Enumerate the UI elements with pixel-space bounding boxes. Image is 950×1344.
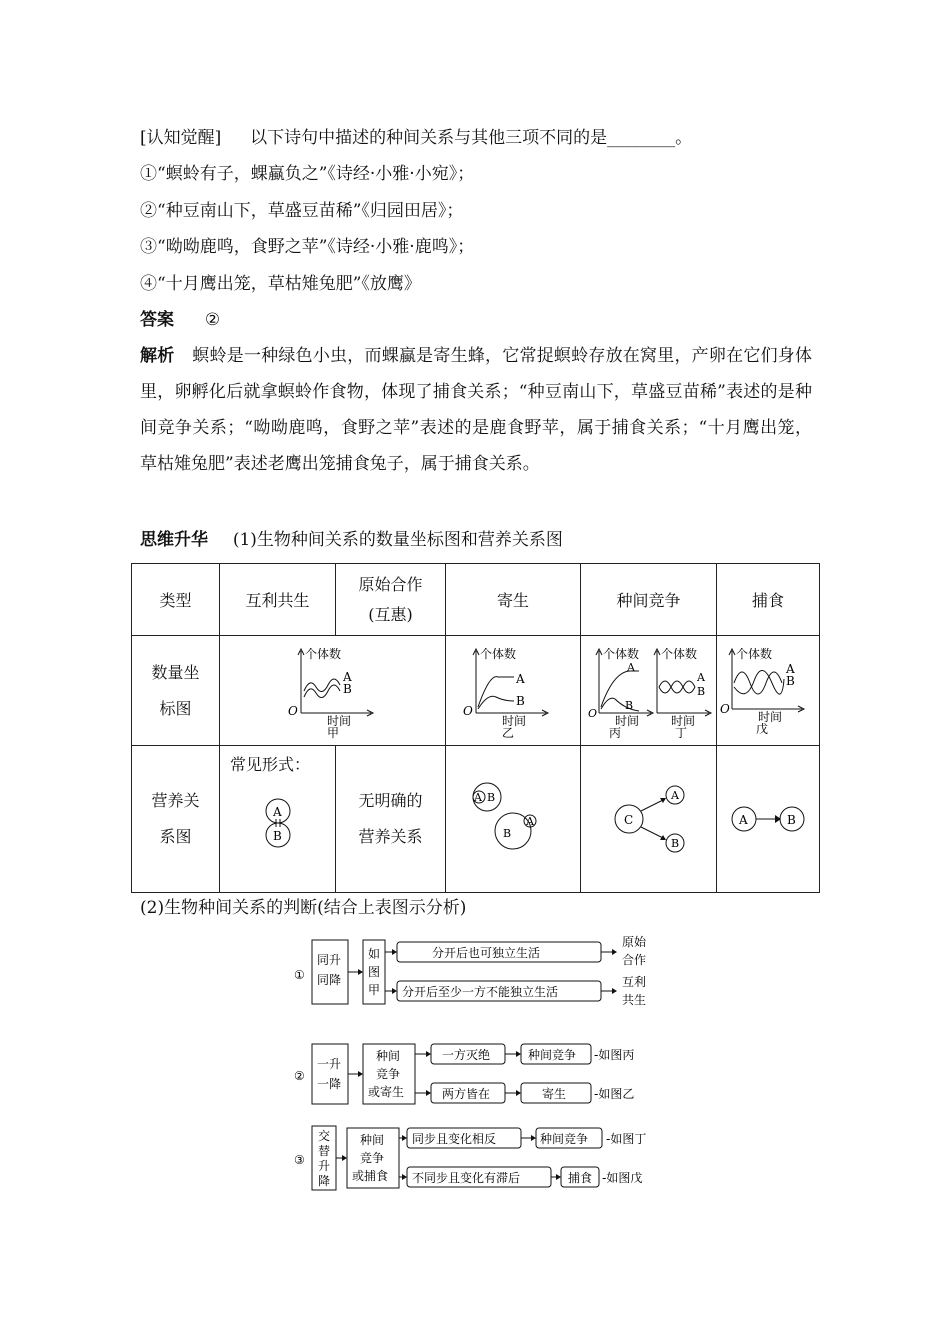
flow1-cond-2: 图 [368, 965, 381, 979]
graph-jia-cell [220, 636, 446, 746]
header-competition: 种间竞争 [581, 564, 717, 636]
flow1-branch-2: 分开后至少一方不能独立生活 [402, 985, 559, 999]
flow3-ref-2: -如图戊 [602, 1171, 643, 1185]
yi-origin: O [463, 703, 473, 718]
flow2-cond-3: 或寄生 [368, 1085, 405, 1099]
graph-jia [273, 643, 393, 739]
graph-bing-ding [585, 643, 713, 739]
flow2-result-2: 寄生 [542, 1087, 567, 1101]
predation-node-b: B [787, 813, 796, 827]
header-mutualism: 互利共生 [220, 564, 336, 636]
proto-text-2: 营养关系 [358, 827, 423, 846]
flow2-trend-1: 一升 [317, 1057, 342, 1071]
parasitism-diagram [463, 779, 563, 859]
graph-row-label-1: 数量坐 [151, 662, 200, 682]
header-protocooperation [336, 564, 446, 636]
flow2-ref-1: -如图丙 [594, 1048, 635, 1062]
flow3-trend-2: 替 [318, 1144, 331, 1158]
jia-b: B [342, 681, 352, 696]
flow3-branch-2: 不同步且变化有滞后 [412, 1171, 521, 1185]
graph-row [132, 636, 820, 746]
flow1-result-2b: 共生 [622, 993, 647, 1007]
mutualism-form-label: 常见形式： [230, 755, 311, 774]
jia-caption: 甲 [326, 725, 339, 739]
header-type: 类型 [132, 564, 220, 636]
graph-row-label-2: 标图 [159, 698, 192, 718]
jia-a: A [342, 669, 352, 684]
graph-yi [458, 643, 568, 739]
option-1: ①“螟蛉有子，蜾蠃负之”《诗经·小雅·小宛》； [140, 164, 475, 184]
ding-b: B [696, 684, 705, 698]
header-row [132, 564, 820, 636]
flow3-result-2: 捕食 [568, 1171, 593, 1185]
option-4: ④“十月鹰出笼，草枯雉兔肥”《放鹰》 [140, 274, 421, 294]
yi-x-label: 时间 [502, 713, 527, 728]
bing-a: A [626, 660, 635, 674]
graph-competition-cell [581, 636, 717, 746]
wu-b: B [786, 673, 795, 688]
yi-a: A [516, 671, 525, 686]
parasite-node-b1: B [487, 791, 496, 804]
mutualism-diagram-cell [220, 746, 336, 893]
flow1-trend-1: 同升 [317, 953, 342, 967]
flow3-result-1: 种间竞争 [540, 1132, 589, 1146]
competition-node-c: C [623, 813, 633, 827]
bing-origin: O [587, 706, 597, 720]
bing-b: B [624, 698, 633, 712]
graph-wu-cell [717, 636, 820, 746]
jia-x-label: 时间 [326, 713, 351, 728]
graph-row-label [132, 636, 220, 746]
flow-2 [292, 1038, 672, 1110]
flow3-ref-1: -如图丁 [606, 1132, 647, 1146]
parasitism-diagram-cell [446, 746, 581, 893]
mutualism-node-b: B [272, 829, 282, 843]
competition-diagram-cell [581, 746, 717, 893]
flow3-branch-1: 同步且变化相反 [412, 1132, 497, 1146]
wu-y-label: 个体数 [736, 646, 773, 661]
flow3-num: ③ [294, 1153, 305, 1167]
flow2-cond-1: 种间 [376, 1049, 401, 1063]
flow2-cond-2: 竞争 [376, 1067, 401, 1081]
header-proto-line2: (互惠) [368, 604, 413, 624]
parasite-node-a1: A [474, 791, 482, 804]
predation-diagram-cell [717, 746, 820, 893]
summary-label: 思维升华 [140, 530, 208, 550]
jia-y-label: 个体数 [304, 646, 341, 661]
predation-diagram [728, 794, 808, 844]
nutrition-row [132, 746, 820, 893]
bing-y-label: 个体数 [602, 646, 639, 661]
flow1-branch-1: 分开后也可独立生活 [432, 946, 541, 960]
nutrition-row-label-1: 营养关 [151, 791, 200, 810]
summary-line [140, 528, 563, 552]
flow1-num: ① [294, 968, 305, 982]
proto-text-1: 无明确的 [358, 791, 423, 810]
proto-text-cell [336, 746, 446, 893]
answer-line [140, 308, 220, 332]
ding-caption: 丁 [674, 725, 687, 739]
flow2-trend-2: 一降 [317, 1077, 342, 1091]
flow1-cond-3: 甲 [368, 983, 381, 997]
ding-x-label: 时间 [670, 713, 695, 728]
yi-b: B [516, 693, 525, 708]
flow-3 [292, 1124, 672, 1194]
flow3-trend-3: 升 [318, 1159, 331, 1173]
mutualism-node-a: A [272, 805, 282, 819]
summary-title: (1)生物种间关系的数量坐标图和营养关系图 [232, 530, 563, 550]
ding-y-label: 个体数 [660, 646, 697, 661]
nutrition-row-label-2: 系图 [159, 827, 192, 846]
flow2-branch-2: 两方皆在 [442, 1087, 491, 1101]
flow2-result-1: 种间竞争 [528, 1048, 577, 1062]
flow1-result-2a: 互利 [622, 975, 647, 989]
flow1-result-1b: 合作 [622, 953, 647, 967]
bing-caption: 丙 [608, 725, 621, 739]
graph-yi-cell [446, 636, 581, 746]
competition-node-a: A [670, 789, 679, 802]
flow2-branch-1: 一方灭绝 [442, 1048, 491, 1062]
nutrition-row-label [132, 746, 220, 893]
flow3-cond-1: 种间 [360, 1133, 385, 1147]
graph-wu [718, 643, 818, 739]
yi-y-label: 个体数 [480, 646, 517, 661]
wu-caption: 戊 [756, 721, 769, 736]
yi-caption: 乙 [502, 725, 515, 739]
flow1-cond-1: 如 [368, 947, 381, 961]
flow3-trend-1: 交 [318, 1129, 331, 1143]
flow2-num: ② [294, 1069, 305, 1083]
flow1-trend-2: 同降 [317, 973, 342, 987]
header-parasitism: 寄生 [446, 564, 581, 636]
question-line [140, 126, 692, 150]
ding-a: A [696, 670, 705, 684]
analysis-paragraph [140, 338, 812, 482]
flow1-result-1a: 原始 [622, 935, 647, 949]
option-2: ②“种豆南山下，草盛豆苗稀”《归园田居》； [140, 201, 464, 221]
wu-a: A [786, 661, 795, 676]
predation-node-a: A [739, 813, 748, 827]
wu-origin: O [720, 701, 730, 716]
jia-origin: O [287, 703, 298, 718]
parasite-node-b2: B [503, 827, 512, 840]
header-proto-line1: 原始合作 [358, 574, 423, 594]
answer-label: 答案 [140, 310, 174, 330]
header-predation: 捕食 [717, 564, 820, 636]
answer-value: ② [204, 310, 221, 330]
flow-1 [292, 934, 672, 1014]
parasite-node-a2: A [526, 815, 534, 828]
mutualism-diagram [248, 791, 308, 861]
question-tag: [认知觉醒] [140, 128, 222, 148]
analysis-text: 螟蛉是一种绿色小虫，而蜾蠃是寄生蜂，它常捉螟蛉存放在窝里，产卵在它们身体里，卵孵化后就拿螟蛉作食物，体现了捕食关系；“种豆南山下，草盛豆苗稀”表述的是种间竞争关系；“呦呦鹿鸣，食野之苹”表述的是鹿食野苹，属于捕食关系；“十月鹰出笼，草枯雉兔肥”表述老鹰出笼捕食兔子，属于捕食关系。 [140, 346, 813, 474]
relationship-table [131, 563, 820, 893]
part2-title: (2)生物种间关系的判断(结合上表图示分析) [140, 898, 467, 918]
flow3-cond-3: 或捕食 [352, 1169, 389, 1183]
flow3-cond-2: 竞争 [360, 1151, 385, 1165]
flow2-ref-2: -如图乙 [594, 1087, 635, 1101]
bing-x-label: 时间 [614, 713, 639, 728]
competition-node-b: B [670, 837, 679, 850]
wu-x-label: 时间 [758, 709, 783, 724]
competition-diagram [599, 779, 699, 859]
option-3: ③“呦呦鹿鸣，食野之苹”《诗经·小雅·鹿鸣》； [140, 237, 475, 257]
question-stem: 以下诗句中描述的种间关系与其他三项不同的是________。 [250, 128, 693, 148]
flow3-trend-4: 降 [318, 1174, 331, 1188]
analysis-label: 解析 [140, 346, 175, 366]
